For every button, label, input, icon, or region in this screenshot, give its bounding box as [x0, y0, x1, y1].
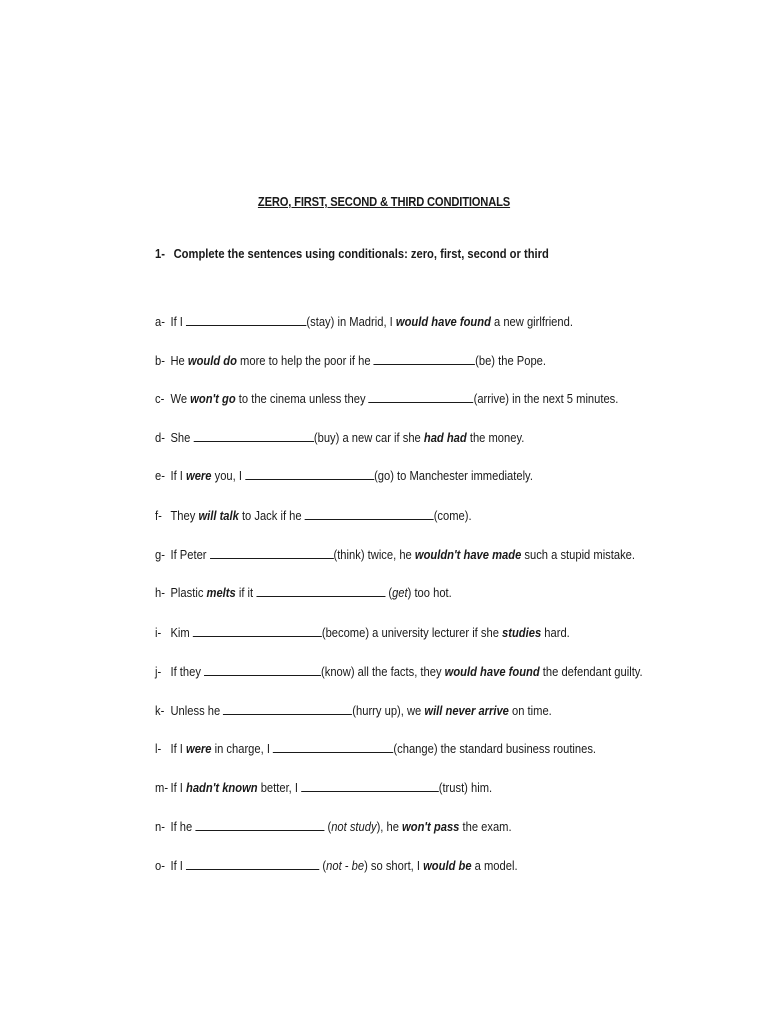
sentence-text: better, I [257, 780, 302, 795]
sentence-text: (be) the Pope. [475, 353, 547, 368]
sentence-text: a model. [471, 858, 518, 873]
sentence-text: on time. [508, 703, 552, 718]
given-verb-text: melts [206, 585, 236, 600]
sentence-text: If they [170, 664, 205, 679]
sentence-text: (hurry up), we [352, 703, 425, 718]
sentence-text: If he [170, 819, 196, 834]
sentence-text: the defendant guilty. [539, 664, 643, 679]
verb-hint-text: not - be [326, 858, 365, 873]
sentence-text: the exam. [459, 819, 512, 834]
sentence-text: They [170, 508, 199, 523]
instruction-text: Complete the sentences using conditionals: zero, first, second or third [173, 246, 549, 261]
sentence-text: hard. [541, 625, 570, 640]
exercise-item [155, 585, 452, 601]
exercise-instruction [155, 246, 549, 261]
sentence-text: (know) all the facts, they [321, 664, 445, 679]
answer-blank [193, 430, 313, 442]
sentence-text: She [170, 430, 194, 445]
sentence-text: (trust) him. [438, 780, 493, 795]
given-verb-text: had had [423, 430, 467, 445]
sentence-text: if it [235, 585, 257, 600]
sentence-text: to Jack if he [238, 508, 305, 523]
exercise-item [155, 703, 552, 719]
sentence-text: ( [385, 585, 393, 600]
answer-blank [301, 780, 439, 792]
sentence-text: (arrive) in the next 5 minutes. [473, 391, 619, 406]
sentence-text: to the cinema unless they [235, 391, 369, 406]
sentence-text: (stay) in Madrid, I [306, 314, 396, 329]
item-label: m- [155, 780, 169, 795]
answer-blank [273, 741, 393, 753]
exercise-item [155, 625, 570, 641]
sentence-text: (become) a university lecturer if she [321, 625, 503, 640]
sentence-text: ), he [376, 819, 403, 834]
given-verb-text: wouldn't have made [414, 547, 522, 562]
answer-blank [195, 819, 324, 831]
answer-blank [305, 508, 434, 520]
item-label: g- [155, 547, 165, 562]
given-verb-text: would do [187, 353, 237, 368]
item-label: n- [155, 819, 165, 834]
sentence-text: (think) twice, he [333, 547, 415, 562]
exercise-item [155, 780, 492, 796]
sentence-text: ( [319, 858, 327, 873]
sentence-text: (come). [433, 508, 472, 523]
sentence-text: Kim [170, 625, 193, 640]
sentence-text: If I [170, 741, 187, 756]
exercise-item [155, 547, 635, 563]
answer-blank [204, 664, 321, 676]
item-label: l- [155, 741, 162, 756]
exercise-item [155, 353, 546, 369]
item-label: e- [155, 468, 165, 483]
answer-blank [186, 314, 306, 326]
answer-blank [186, 858, 319, 870]
sentence-text: more to help the poor if he [236, 353, 374, 368]
sentence-text: Unless he [170, 703, 224, 718]
sentence-text: ( [324, 819, 332, 834]
item-label: d- [155, 430, 165, 445]
item-label: h- [155, 585, 165, 600]
sentence-text: such a stupid mistake. [521, 547, 636, 562]
sentence-text: a new girlfriend. [490, 314, 573, 329]
sentence-text: We [170, 391, 191, 406]
item-label: f- [155, 508, 162, 523]
exercise-item [155, 314, 573, 330]
exercise-item [155, 430, 524, 446]
sentence-text: If I [170, 314, 187, 329]
sentence-text: ) so short, I [364, 858, 424, 873]
sentence-text: He [170, 353, 188, 368]
item-label: o- [155, 858, 165, 873]
sentence-text: ) too hot. [407, 585, 452, 600]
item-label: j- [155, 664, 162, 679]
exercise-number: 1- [155, 246, 165, 261]
given-verb-text: studies [502, 625, 542, 640]
answer-blank [245, 468, 374, 480]
sentence-text: you, I [211, 468, 246, 483]
item-label: i- [155, 625, 162, 640]
sentence-text: (buy) a new car if she [313, 430, 424, 445]
answer-blank [223, 703, 352, 715]
sentence-text: If I [170, 468, 187, 483]
item-label: k- [155, 703, 165, 718]
given-verb-text: would have found [395, 314, 491, 329]
item-label: b- [155, 353, 165, 368]
given-verb-text: were [186, 468, 212, 483]
given-verb-text: would have found [444, 664, 540, 679]
exercise-item [155, 819, 512, 835]
item-label: a- [155, 314, 165, 329]
given-verb-text: will talk [198, 508, 239, 523]
sentence-text: If I [170, 780, 187, 795]
exercise-item [155, 391, 618, 407]
sentence-text: (go) to Manchester immediately. [374, 468, 533, 483]
exercise-item [155, 468, 533, 484]
item-label: c- [155, 391, 165, 406]
sentence-text: Plastic [170, 585, 207, 600]
given-verb-text: would be [423, 858, 472, 873]
exercise-item [155, 664, 643, 680]
exercise-item [155, 508, 472, 524]
given-verb-text: won't go [190, 391, 236, 406]
exercise-item [155, 741, 596, 757]
exercise-item [155, 858, 518, 874]
sentence-text: If Peter [170, 547, 210, 562]
answer-blank [193, 625, 322, 637]
answer-blank [369, 391, 474, 403]
sentence-text: (change) the standard business routines. [393, 741, 597, 756]
verb-hint-text: not study [331, 819, 377, 834]
worksheet-title: ZERO, FIRST, SECOND & THIRD CONDITIONALS [257, 194, 511, 209]
sentence-text: If I [170, 858, 187, 873]
answer-blank [256, 585, 385, 597]
answer-blank [374, 353, 475, 365]
given-verb-text: hadn't known [186, 780, 258, 795]
answer-blank [210, 547, 334, 559]
sentence-text: the money. [466, 430, 525, 445]
given-verb-text: won't pass [402, 819, 460, 834]
given-verb-text: will never arrive [424, 703, 509, 718]
sentence-text: in charge, I [211, 741, 274, 756]
verb-hint-text: get [392, 585, 408, 600]
given-verb-text: were [186, 741, 212, 756]
